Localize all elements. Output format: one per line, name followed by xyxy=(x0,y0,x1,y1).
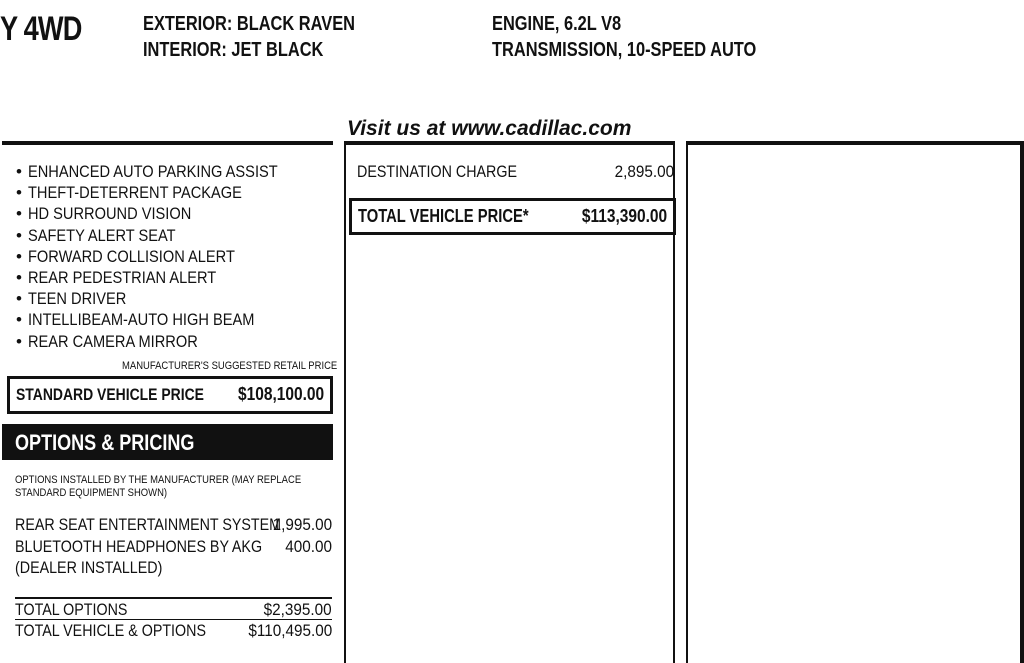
total-vehicle-options-value: $110,495.00 xyxy=(248,621,332,640)
option-row xyxy=(15,557,332,579)
feature-item: • REAR PEDESTRIAN ALERT xyxy=(16,268,217,288)
engine-spec: ENGINE, 6.2L V8 xyxy=(492,13,622,35)
color-info xyxy=(143,11,402,63)
interior-color: INTERIOR: JET BLACK xyxy=(143,39,324,61)
exterior-color: EXTERIOR: BLACK RAVEN xyxy=(143,13,355,35)
feature-item: • REAR CAMERA MIRROR xyxy=(16,331,198,351)
feature-item: • SAFETY ALERT SEAT xyxy=(16,225,176,245)
standard-price-value: $108,100.00 xyxy=(237,384,324,404)
total-vehicle-options-row xyxy=(15,621,332,641)
website-link[interactable]: Visit us at www.cadillac.com xyxy=(347,117,632,140)
total-vehicle-price-value: $113,390.00 xyxy=(581,206,667,226)
feature-item: • FORWARD COLLISION ALERT xyxy=(16,246,235,266)
column-divider xyxy=(344,143,346,663)
totals-divider xyxy=(15,619,332,620)
option-row xyxy=(15,536,332,558)
bullet-icon: • xyxy=(16,162,22,181)
bullet-icon: • xyxy=(16,310,22,330)
msrp-label: MANUFACTURER'S SUGGESTED RETAIL PRICE xyxy=(122,360,338,372)
bullet-icon: • xyxy=(16,246,22,266)
option-name: REAR SEAT ENTERTAINMENT SYSTEM xyxy=(15,515,282,534)
column-divider xyxy=(686,143,688,663)
standard-features-list xyxy=(16,161,318,352)
bullet-icon: • xyxy=(16,183,22,203)
total-options-row xyxy=(15,600,332,620)
bullet-icon: • xyxy=(16,268,22,288)
model-name: Y 4WD xyxy=(0,10,82,48)
destination-charge-value: 2,895.00 xyxy=(614,162,674,181)
feature-item: • THEFT-DETERRENT PACKAGE xyxy=(16,183,242,203)
total-options-value: $2,395.00 xyxy=(263,600,332,619)
feature-item: • ENHANCED AUTO PARKING ASSIST xyxy=(16,162,278,181)
options-note: OPTIONS INSTALLED BY THE MANUFACTURER (MAY REPLACE STANDARD EQUIPMENT SHOWN) xyxy=(15,474,302,499)
total-options-label: TOTAL OPTIONS xyxy=(15,600,128,619)
total-vehicle-options-label: TOTAL VEHICLE & OPTIONS xyxy=(15,621,206,640)
powertrain-info xyxy=(492,11,814,63)
totals-divider xyxy=(15,597,332,599)
standard-price-box xyxy=(7,376,333,414)
options-heading: OPTIONS & PRICING xyxy=(2,424,333,460)
feature-item: • HD SURROUND VISION xyxy=(16,204,192,224)
bullet-icon: • xyxy=(16,289,22,309)
total-vehicle-price-label: TOTAL VEHICLE PRICE* xyxy=(358,206,529,226)
total-vehicle-price-box xyxy=(349,198,676,235)
option-price: 400.00 xyxy=(285,536,332,556)
standard-price-label: STANDARD VEHICLE PRICE xyxy=(16,385,204,404)
middle-column-rule xyxy=(344,141,675,145)
option-name: BLUETOOTH HEADPHONES BY AKG xyxy=(15,536,263,556)
feature-item: • TEEN DRIVER xyxy=(16,289,127,309)
feature-item: • INTELLIBEAM-AUTO HIGH BEAM xyxy=(16,310,255,330)
destination-charge-label: DESTINATION CHARGE xyxy=(357,162,518,181)
bullet-icon: • xyxy=(16,225,22,245)
options-list xyxy=(15,514,332,579)
option-price: 1,995.00 xyxy=(272,515,332,534)
option-row xyxy=(15,514,332,536)
bullet-icon: • xyxy=(16,331,22,351)
destination-charge-row xyxy=(357,162,674,182)
bullet-icon: • xyxy=(16,204,22,224)
option-name: (DEALER INSTALLED) xyxy=(15,558,163,577)
right-column-rule xyxy=(686,141,1024,145)
left-column-rule xyxy=(2,141,333,145)
transmission-spec: TRANSMISSION, 10-SPEED AUTO xyxy=(492,39,757,61)
column-divider xyxy=(1020,143,1024,663)
